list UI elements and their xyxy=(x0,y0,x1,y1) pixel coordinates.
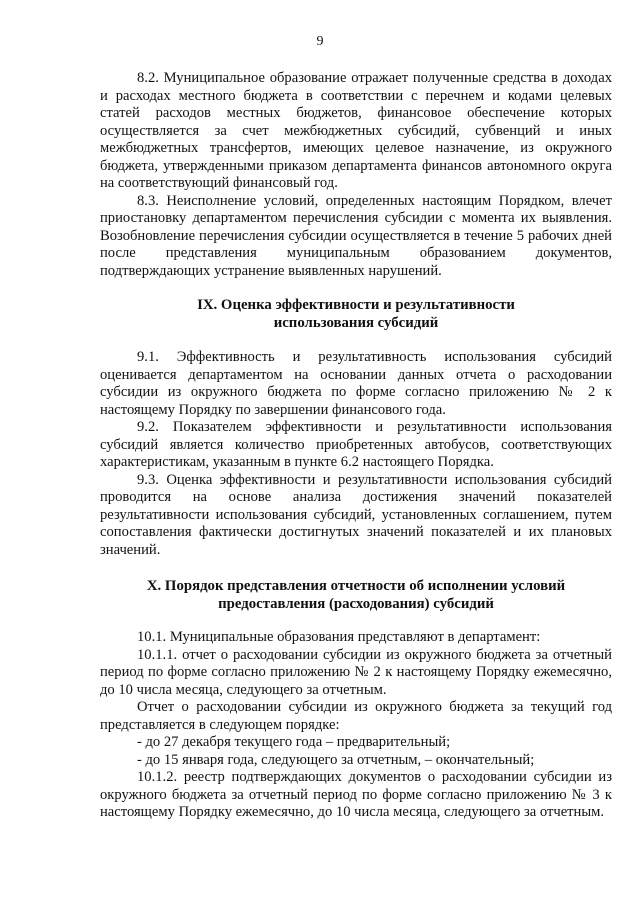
section-x-heading xyxy=(100,578,612,613)
paragraph-8-3: 8.3. Неисполнение условий, определенных настоящим Порядком, влечет приостановку департаментом перечисления субсидии с момента их выявления. Возобновление перечисления субсидии осуществляется в течение 5 рабочих дней после представления муниципальным образованием документов, подтверждающих устранение выявленных нарушений. xyxy=(100,192,612,279)
list-item-final: - до 15 января года, следующего за отчетным, – окончательный; xyxy=(137,751,535,768)
paragraph-9-2: 9.2. Показателем эффективности и результативности использования субсидий является количество приобретенных автобусов, соответствующих характеристикам, указанным в пункте 6.2 настоящего Порядка. xyxy=(100,419,612,470)
section-ix-title-line1: IX. Оценка эффективности и результативности xyxy=(197,297,515,313)
section-x-title-line2: предоставления (расходования) субсидий xyxy=(218,595,494,612)
paragraph-9-3: 9.3. Оценка эффективности и результативности использования субсидий проводится на основе анализа достижения значений показателей результативности использования субсидий, установленных соглашением, путем сопоставления фактически достигнутых значений показателей и их плановых значений. xyxy=(100,471,612,558)
paragraph-9-1: 9.1. Эффективность и результативность использования субсидий оценивается департаментом на основании данных отчета о расходовании субсидии из окружного бюджета по форме согласно приложению № 2 к настоящему Порядку по завершении финансового года. xyxy=(100,349,612,418)
list-item-preliminary: - до 27 декабря текущего года – предварительный; xyxy=(137,734,451,750)
paragraph-report-order: Отчет о расходовании субсидии из окружного бюджета за текущий год представляется в следующем порядке: xyxy=(100,699,612,733)
page-number: 9 xyxy=(316,34,324,49)
section-x-title-line1: X. Порядок представления отчетности об исполнении условий xyxy=(146,578,566,594)
paragraph-10-1: 10.1. Муниципальные образования представляют в департамент: xyxy=(137,629,541,645)
paragraph-10-1-2: 10.1.2. реестр подтверждающих документов о расходовании субсидии из окружного бюджета за отчетный период по форме согласно приложению № 3 к настоящему Порядку ежемесячно, до 10 числа месяца, следующего за отчетным. xyxy=(100,769,612,820)
section-ix-title-line2: использования субсидий xyxy=(273,314,439,331)
paragraph-10-1-1: 10.1.1. отчет о расходовании субсидии из окружного бюджета за отчетный период по форме согласно приложению № 2 к настоящему Порядку ежемесячно, до 10 числа месяца, следующего за отчетным. xyxy=(100,646,612,698)
paragraph-8-2: 8.2. Муниципальное образование отражает полученные средства в доходах и расходах местного бюджета в соответствии с перечнем и кодами целевых статей расходов местных бюджетов, финансовое обеспечение которых осуществляется за счет межбюджетных субсидий, субвенций и иных межбюджетных трансфертов, имеющих целевое назначение, из окружного бюджета, утвержденными приказом департамента финансов автономного округа на соответствующий финансовый год. xyxy=(100,70,612,191)
section-ix-heading xyxy=(100,297,612,332)
document-body xyxy=(100,70,612,822)
